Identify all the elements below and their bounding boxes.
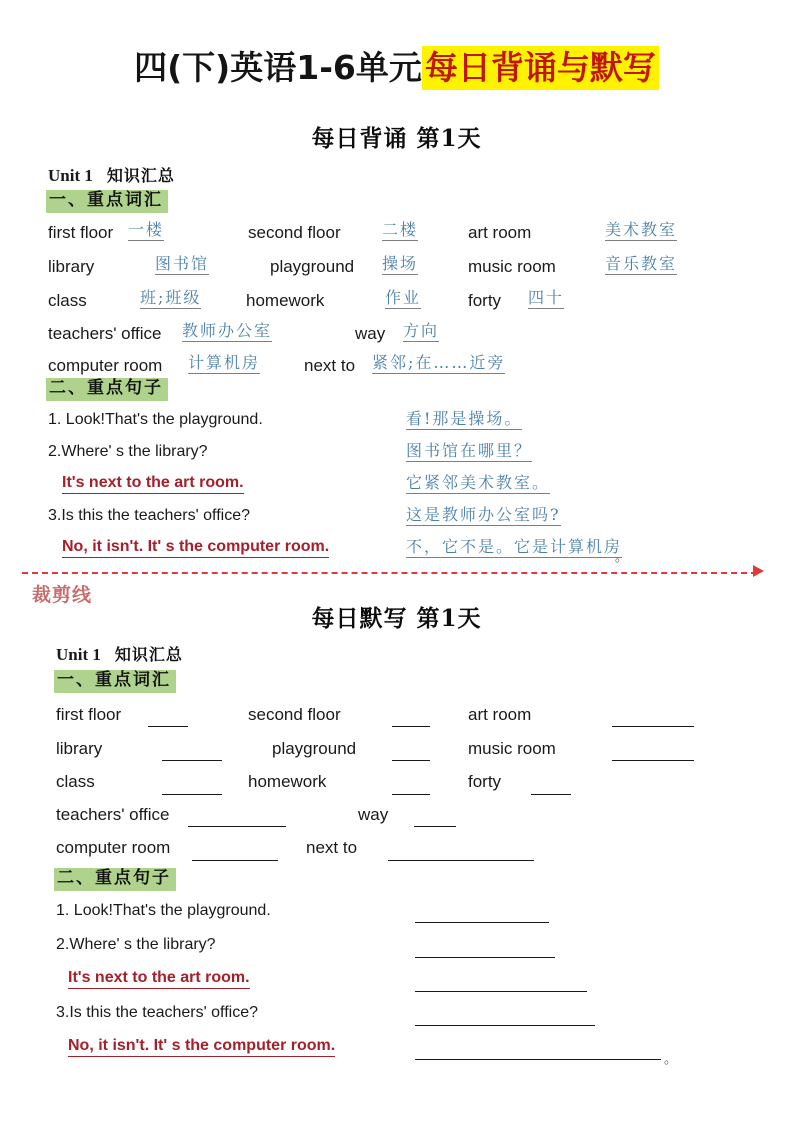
dictate-term-way: way xyxy=(358,805,389,824)
recite-sentence-3-cn: 它紧邻美术教室。 xyxy=(406,473,551,492)
recite-answer-library: 图书馆 xyxy=(155,254,210,273)
recite-sentence-3-en: It's next to the art room. xyxy=(62,475,244,494)
cut-line-arrow-icon xyxy=(753,565,764,577)
dictate-blank-sentence-1[interactable] xyxy=(415,922,549,923)
recite-term-second-floor: second floor xyxy=(248,223,341,242)
recite-term-first-floor: first floor xyxy=(48,223,114,242)
recite-term-computer-room: computer room xyxy=(48,356,163,375)
recite-sentence-1-text: Look!That's the playground. xyxy=(65,411,263,428)
dictate-subtitle: 每日默写 第1天 xyxy=(311,605,482,632)
dictate-blank-class[interactable] xyxy=(162,794,222,795)
dictate-sentence-heading: 二、重点句子 xyxy=(54,868,176,891)
recite-term-library: library xyxy=(48,257,95,276)
page-title xyxy=(0,42,793,89)
recite-answer-homework: 作业 xyxy=(385,288,422,307)
dictate-sentence-4-num: 3. xyxy=(56,1004,70,1021)
recite-unit-label: Unit 1 xyxy=(48,166,93,185)
dictate-trailing-period: 。 xyxy=(664,1052,678,1067)
dictate-blank-art-room[interactable] xyxy=(612,726,694,727)
dictate-blank-computer-room[interactable] xyxy=(192,860,278,861)
recite-answer-art-room: 美术教室 xyxy=(605,220,678,239)
dictate-term-teachers-office: teachers' office xyxy=(56,805,170,824)
dictate-sentence-2-num: 2. xyxy=(56,936,70,953)
dictate-blank-sentence-2[interactable] xyxy=(415,957,555,958)
dictate-vocab-heading: 一、重点词汇 xyxy=(54,670,176,693)
recite-sentence-2-num: 2. xyxy=(48,443,62,460)
recite-term-next-to: next to xyxy=(304,356,356,375)
dictate-blank-first-floor[interactable] xyxy=(148,726,188,727)
dictate-term-playground: playground xyxy=(272,739,357,758)
dictate-unit-header xyxy=(56,642,183,665)
dictate-sentence-2-text: Where' s the library? xyxy=(69,936,216,953)
recite-term-art-room: art room xyxy=(468,223,532,242)
dictate-blank-music-room[interactable] xyxy=(612,760,694,761)
recite-answer-second-floor: 二楼 xyxy=(382,220,419,239)
page-title-highlighted: 每日背诵与默写 xyxy=(422,46,659,90)
recite-sentence-4-text: Is this the teachers' office? xyxy=(61,507,250,524)
dictate-sentence-5-en: No, it isn't. It' s the computer room. xyxy=(68,1038,335,1057)
recite-sentence-4-cn: 这是教师办公室吗? xyxy=(406,505,561,524)
recite-sentence-2-cn: 图书馆在哪里？ xyxy=(406,441,533,460)
recite-term-teachers-office: teachers' office xyxy=(48,324,162,343)
recite-sentence-1-en xyxy=(48,412,263,428)
dictate-sentence-3-en: It's next to the art room. xyxy=(68,970,250,989)
recite-sentence-4-en xyxy=(48,508,250,524)
cut-line xyxy=(22,572,757,574)
recite-term-homework: homework xyxy=(246,291,325,310)
recite-unit-cn: 知识汇总 xyxy=(106,166,175,185)
recite-sentence-2-text: Where' s the library? xyxy=(61,443,208,460)
dictate-term-homework: homework xyxy=(248,772,327,791)
dictate-blank-sentence-5[interactable] xyxy=(415,1059,661,1060)
recite-sentence-2-en xyxy=(48,444,208,460)
dictate-blank-sentence-3[interactable] xyxy=(415,991,587,992)
page-title-plain: 四(下)英语1-6单元 xyxy=(134,48,422,87)
recite-sentence-1-cn: 看!那是操场。 xyxy=(406,409,523,428)
recite-answer-first-floor: 一楼 xyxy=(128,220,165,239)
recite-term-class: class xyxy=(48,291,87,310)
recite-term-way: way xyxy=(355,324,386,343)
dictate-term-art-room: art room xyxy=(468,705,532,724)
dictate-blank-sentence-4[interactable] xyxy=(415,1025,595,1026)
dictate-term-music-room: music room xyxy=(468,739,556,758)
dictate-term-library: library xyxy=(56,739,103,758)
dictate-sentence-1-en xyxy=(56,903,271,919)
dictate-term-second-floor: second floor xyxy=(248,705,341,724)
dictate-term-forty: forty xyxy=(468,772,502,791)
recite-answer-next-to: 紧邻;在……近旁 xyxy=(372,353,506,372)
recite-term-music-room: music room xyxy=(468,257,556,276)
recite-term-forty: forty xyxy=(468,291,502,310)
recite-sentence-5-cn: 不，它不是。它是计算机房 xyxy=(406,537,623,556)
recite-answer-class: 班;班级 xyxy=(140,288,202,307)
recite-answer-music-room: 音乐教室 xyxy=(605,254,678,273)
cut-line-label: 裁剪线 xyxy=(32,584,93,606)
recite-sentence-heading: 二、重点句子 xyxy=(46,378,168,401)
dictate-sentence-1-text: Look!That's the playground. xyxy=(73,902,271,919)
dictate-blank-playground[interactable] xyxy=(392,760,430,761)
dictate-blank-homework[interactable] xyxy=(392,794,430,795)
dictate-unit-label: Unit 1 xyxy=(56,645,101,664)
dictate-term-next-to: next to xyxy=(306,838,358,857)
recite-sentence-1-num: 1. xyxy=(48,411,66,428)
dictate-blank-way[interactable] xyxy=(414,826,456,827)
dictate-blank-forty[interactable] xyxy=(531,794,571,795)
recite-answer-teachers-office: 教师办公室 xyxy=(182,321,273,340)
recite-sentence-5-period: 。 xyxy=(615,550,629,565)
dictate-blank-next-to[interactable] xyxy=(388,860,534,861)
dictate-term-class: class xyxy=(56,772,95,791)
dictate-blank-second-floor[interactable] xyxy=(392,726,430,727)
dictate-sentence-1-num: 1. xyxy=(56,902,74,919)
dictate-unit-cn: 知识汇总 xyxy=(114,645,183,664)
recite-vocab-heading: 一、重点词汇 xyxy=(46,190,168,213)
dictate-sentence-2-en xyxy=(56,937,216,953)
recite-subtitle: 每日背诵 第1天 xyxy=(311,125,482,152)
recite-unit-header xyxy=(48,163,175,186)
recite-answer-forty: 四十 xyxy=(528,288,565,307)
dictate-blank-teachers-office[interactable] xyxy=(188,826,286,827)
recite-sentence-4-num: 3. xyxy=(48,507,62,524)
recite-term-playground: playground xyxy=(270,257,355,276)
recite-answer-way: 方向 xyxy=(403,321,440,340)
dictate-term-computer-room: computer room xyxy=(56,838,171,857)
dictate-term-first-floor: first floor xyxy=(56,705,122,724)
dictate-sentence-4-text: Is this the teachers' office? xyxy=(69,1004,258,1021)
recite-sentence-5-en: No, it isn't. It' s the computer room. xyxy=(62,539,329,558)
recite-answer-computer-room: 计算机房 xyxy=(188,353,261,372)
dictate-blank-library[interactable] xyxy=(162,760,222,761)
dictate-sentence-4-en xyxy=(56,1005,258,1021)
recite-answer-playground: 操场 xyxy=(382,254,419,273)
